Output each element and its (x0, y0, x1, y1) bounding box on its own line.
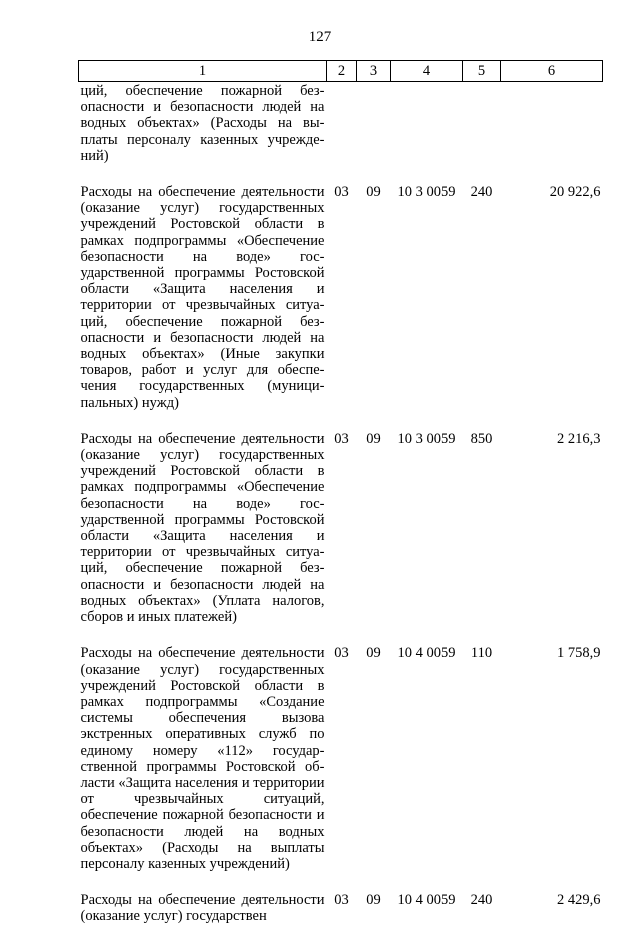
header-col-4: 4 (391, 61, 463, 82)
row-amount: 20 922,6 (549, 184, 601, 201)
row-subsection (357, 82, 391, 185)
row-subsection: 09 (366, 892, 381, 909)
header-col-6: 6 (501, 61, 603, 82)
row-section: 03 (334, 430, 349, 447)
table-header-row (79, 61, 603, 82)
row-subsection: 09 (366, 645, 381, 662)
row-expense-type: 240 (470, 184, 493, 201)
row-description: ций, обеспечение пожарной безопасности и безопасности людей на водных объектах» (Расходы на выплаты персоналу казенных учреждений) (80, 83, 325, 164)
row-target: 10 3 0059 (397, 184, 456, 201)
row-expense-type: 110 (470, 645, 493, 662)
header-col-3: 3 (357, 61, 391, 82)
row-target: 10 4 0059 (397, 645, 456, 662)
table-row (79, 184, 603, 431)
row-amount: 1 758,9 (557, 645, 601, 662)
table-row (79, 82, 603, 185)
row-amount: 2 429,6 (557, 892, 601, 909)
table-row (79, 892, 603, 924)
row-target: 10 3 0059 (397, 430, 456, 447)
row-description: Расходы на обеспечение деятельности (оказание услуг) государствен (80, 892, 325, 925)
page-number: 127 (308, 29, 332, 45)
row-description: Расходы на обеспечение деятельности (оказание услуг) государственных учреждений Ростовской области в рамках подпрограммы «Обеспечение безопасности на воде» государственной программы Ростовской области «Защита населения и территории от чрезвычайных ситуаций, обеспечение пожарной безопасности и безопасности людей на водных объектах» (Иные закупки товаров, работ и услуг для обеспечения государственных (муниципальных) нужд) (80, 184, 325, 411)
row-expense-type: 240 (470, 892, 493, 909)
row-description: Расходы на обеспечение деятельности (оказание услуг) государственных учреждений Ростовской области в рамках подпрограммы «Обеспечение безопасности на воде» государственной программы Ростовской области «Защита населения и территории от чрезвычайных ситуаций, обеспечение пожарной безопасности и безопасности людей на водных объектах» (Уплата налогов, сборов и иных платежей) (80, 430, 325, 626)
row-section: 03 (334, 892, 349, 909)
header-col-2: 2 (327, 61, 357, 82)
row-section: 03 (334, 184, 349, 201)
row-expense-type (463, 82, 501, 185)
header-col-1: 1 (79, 61, 327, 82)
header-col-5: 5 (463, 61, 501, 82)
row-subsection: 09 (366, 184, 381, 201)
row-target: 10 4 0059 (397, 892, 456, 909)
row-section: 03 (334, 645, 349, 662)
table-row (79, 645, 603, 892)
row-description: Расходы на обеспечение деятельности (оказание услуг) государственных учреждений Ростовской области в рамках подпрограммы «Создание системы обеспечения вызова экстренных оперативных служб по единому номеру «112» государственной программы Ростовской области «Защита населения и территории от чрезвычайных ситуаций, обеспечение пожарной безопасности и безопасности людей на водных объектах» (Расходы на выплаты персоналу казенных учреждений) (80, 645, 325, 872)
row-amount (501, 82, 603, 185)
table-row (79, 431, 603, 645)
row-section (327, 82, 357, 185)
budget-table (78, 60, 603, 925)
row-subsection: 09 (366, 430, 381, 447)
row-amount: 2 216,3 (557, 430, 601, 447)
row-expense-type: 850 (470, 430, 493, 447)
row-target (391, 82, 463, 185)
